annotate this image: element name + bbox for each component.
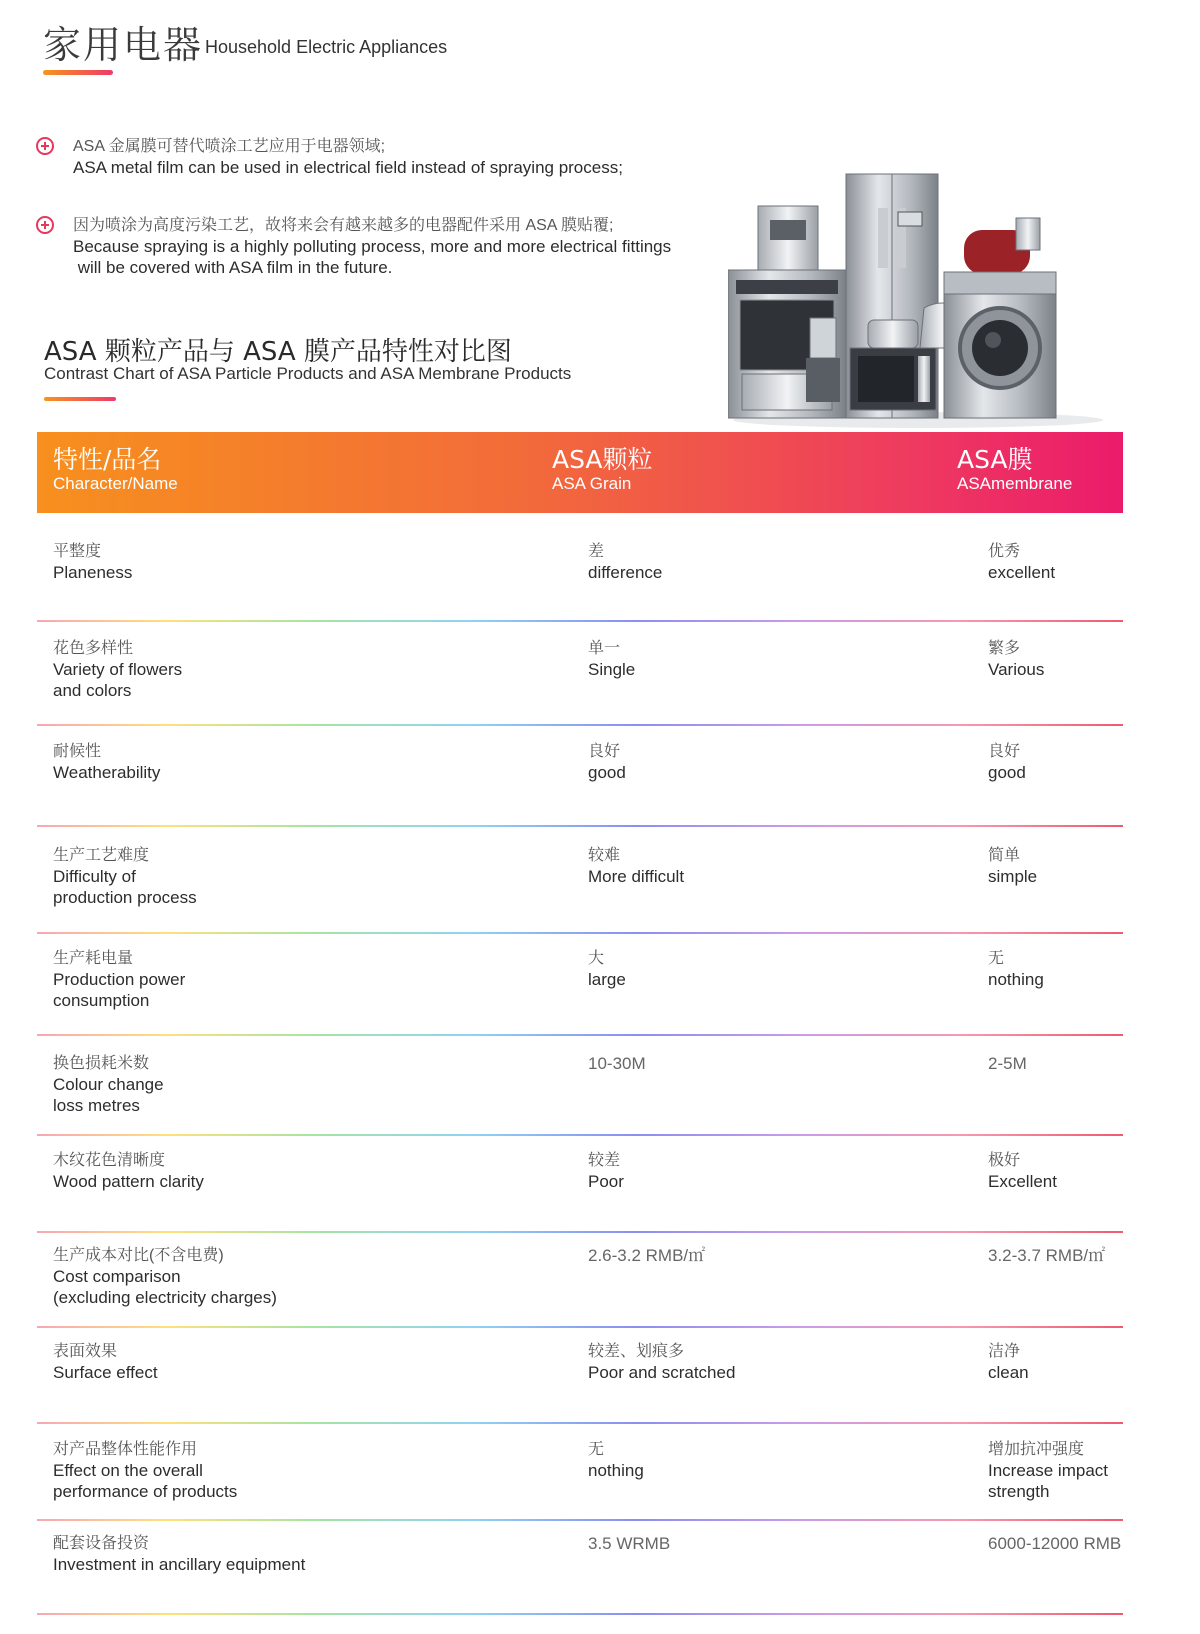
- row-grain: 10-30M: [588, 1054, 646, 1073]
- table-row: [37, 1136, 1123, 1233]
- bullet-text-en: will be covered with ASA film in the future.: [73, 258, 393, 277]
- header-col-membrane-cn: ASA膜: [957, 445, 1033, 474]
- bullet-text-en: ASA metal film can be used in electrical field instead of spraying process;: [73, 158, 623, 177]
- table-row: [37, 1327, 1123, 1424]
- row-divider: [37, 825, 1123, 827]
- row-grain: 3.5 WRMB: [588, 1534, 671, 1553]
- appliances-illustration: [728, 168, 1108, 430]
- page-title: 家用电器: [43, 23, 204, 67]
- header-col-grain-cn: ASA颗粒: [552, 445, 653, 474]
- table-header: [37, 432, 1123, 513]
- row-membrane: 良好 good: [988, 743, 1026, 782]
- row-name: 换色损耗米数 Colour change loss metres: [53, 1055, 164, 1115]
- row-name: 对产品整体性能作用 Effect on the overall performance of products: [53, 1441, 238, 1501]
- row-grain: 无 nothing: [588, 1441, 644, 1480]
- section-title: ASA 颗粒产品与 ASA 膜产品特性对比图: [44, 337, 512, 367]
- title-underline: [43, 70, 113, 75]
- table-row: [37, 1519, 1123, 1615]
- table-row: [37, 831, 1123, 934]
- table-row: [37, 1231, 1123, 1328]
- row-grain: 较差、划痕多 Poor and scratched: [588, 1343, 736, 1382]
- table-row: [37, 727, 1123, 827]
- row-name: 配套设备投资 Investment in ancillary equipment: [53, 1535, 306, 1574]
- row-membrane: 6000-12000 RMB: [988, 1534, 1122, 1553]
- row-membrane: 增加抗冲强度 Increase impact strength: [988, 1441, 1108, 1501]
- row-name: 生产耗电量 Production power consumption: [53, 950, 186, 1010]
- row-membrane: 简单 simple: [988, 847, 1038, 886]
- plus-circle-icon: [36, 137, 54, 155]
- row-membrane: 无 nothing: [988, 950, 1044, 989]
- row-grain: 差 difference: [588, 543, 663, 582]
- row-grain: 较差 Poor: [588, 1152, 624, 1191]
- row-divider: [37, 1034, 1123, 1036]
- row-grain: 2.6-3.2 RMB/㎡: [588, 1246, 706, 1265]
- header-col-name: [53, 446, 178, 494]
- row-membrane: 繁多 Various: [988, 640, 1045, 679]
- row-name: 生产工艺难度 Difficulty of production process: [53, 847, 197, 907]
- row-name: 花色多样性 Variety of flowers and colors: [53, 640, 183, 700]
- table-row: [37, 527, 1123, 622]
- row-membrane: 极好 Excellent: [988, 1152, 1057, 1191]
- row-name: 平整度 Planeness: [53, 543, 133, 582]
- row-name: 生产成本对比(不含电费) Cost comparison (excluding electricity charges): [53, 1247, 277, 1307]
- page-subtitle: Household Electric Appliances: [205, 37, 448, 57]
- row-divider: [37, 724, 1123, 726]
- header-col-name-cn: 特性/品名: [53, 445, 162, 474]
- bullet-item: [73, 135, 623, 178]
- row-membrane: 2-5M: [988, 1054, 1027, 1073]
- row-divider: [37, 1613, 1123, 1615]
- row-grain: 较难 More difficult: [588, 847, 685, 886]
- header-col-membrane: [957, 446, 1072, 494]
- row-membrane: 3.2-3.7 RMB/㎡: [988, 1246, 1106, 1265]
- header-col-grain-en: ASA Grain: [552, 474, 632, 493]
- table-row: [37, 624, 1123, 726]
- header-col-membrane-en: ASAmembrane: [957, 474, 1073, 493]
- row-name: 木纹花色清晰度 Wood pattern clarity: [53, 1152, 204, 1191]
- row-grain: 良好 good: [588, 743, 626, 782]
- row-divider: [37, 1422, 1123, 1424]
- section-underline: [44, 397, 116, 401]
- row-divider: [37, 620, 1123, 622]
- bullet-item: [73, 214, 671, 278]
- section-subtitle: Contrast Chart of ASA Particle Products and ASA Membrane Products: [44, 364, 572, 383]
- header-col-grain: [552, 446, 653, 494]
- row-membrane: 优秀 excellent: [988, 543, 1056, 582]
- table-row: [37, 1039, 1123, 1136]
- row-membrane: 洁净 clean: [988, 1343, 1029, 1382]
- plus-circle-icon: [36, 216, 54, 234]
- row-grain: 单一 Single: [588, 640, 636, 679]
- row-grain: 大 large: [588, 950, 626, 989]
- bullet-text-en: Because spraying is a highly polluting process, more and more electrical fittings: [73, 237, 672, 256]
- row-name: 表面效果 Surface effect: [53, 1343, 158, 1382]
- bullet-text-cn: ASA 金属膜可替代喷涂工艺应用于电器领域;: [73, 138, 386, 155]
- row-name: 耐候性 Weatherability: [53, 743, 161, 782]
- table-row: [37, 934, 1123, 1036]
- bullet-text-cn: 因为喷涂为高度污染工艺，故将来会有越来越多的电器配件采用 ASA 膜贴覆;: [73, 217, 614, 234]
- header-col-name-en: Character/Name: [53, 474, 178, 493]
- table-row: [37, 1425, 1123, 1521]
